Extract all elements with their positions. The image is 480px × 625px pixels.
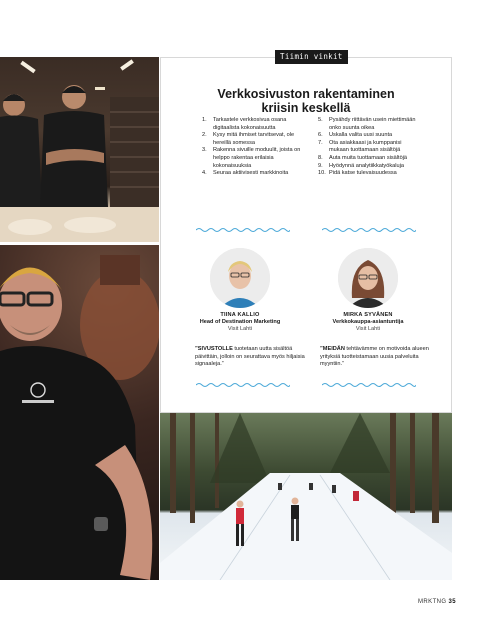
person-name: MIRKA SYVÄNEN	[343, 312, 393, 318]
quote-mirka: ”MEIDÄN tehtävämme on motivoida alueen yrityksiä tuotteistamaan uusia palveluita myyntiin.”	[320, 346, 429, 368]
tip-item: 9. Hyödynnä analytiikkatyökaluja	[318, 162, 404, 169]
section-tag: Tiimin vinkit	[275, 50, 348, 64]
magazine-name: MRKTNG	[418, 599, 447, 605]
tip-item: 7. Ota asiakkaasi ja kumppanisi mukaan tuottamaan sisältöjä	[318, 139, 402, 154]
wave-divider	[322, 382, 416, 388]
title-line-1: Verkkosivuston rakentaminen	[217, 87, 395, 101]
person-caption-tiina	[180, 312, 300, 333]
person-role: Head of Destination Marketing	[199, 319, 281, 325]
tip-item: 10. Pidä katse tulevaisuudessa	[318, 170, 397, 177]
tip-item: 2. Kysy mitä ihmiset tarvitsevat, ole hereillä somessa	[202, 132, 295, 146]
portrait-photo	[0, 245, 159, 580]
avatar-mirka	[338, 248, 398, 308]
tips-title	[160, 87, 452, 115]
person-name: TIINA KALLIO	[220, 312, 260, 318]
tip-item: 4. Seuraa aktiivisesti markkinoita	[202, 170, 289, 177]
bakers-photo	[0, 57, 159, 242]
page-folio	[396, 599, 456, 605]
skiing-photo	[160, 413, 452, 580]
title-line-2: kriisin keskellä	[261, 101, 351, 115]
quote-tiina: ”SIVUSTOLLE tuotetaan uutta sisältöä päivittäin, jolloin on seurattava myös hiljaisia signaaleja.”	[195, 346, 305, 368]
person-org: Visit Lahti	[355, 326, 381, 332]
page-number: 35	[448, 599, 456, 605]
wave-divider	[322, 227, 416, 233]
person-org: Visit Lahti	[227, 326, 253, 332]
avatar-tiina	[210, 248, 270, 308]
tip-item: 1. Tarkastele verkkosivua osana digitaalista kokonaisuutta	[202, 117, 287, 131]
tip-item: 5. Pysähdy riittävän usein miettimään onko suunta oikea	[318, 117, 416, 131]
tips-list-right	[318, 117, 422, 178]
wave-divider	[196, 382, 290, 388]
person-role: Verkkokauppa-asiantuntija	[332, 319, 404, 325]
tip-item: 6. Uskalla valita uusi suunta	[318, 132, 393, 139]
tip-item: 8. Auta muita tuottamaan sisältöjä	[318, 154, 408, 161]
tips-list-left	[202, 117, 306, 178]
wave-divider	[196, 227, 290, 233]
tip-item: 3. Rakenna sivuille moduulit, joista on helppo rakentaa erilaisia kokonaisuuksia	[202, 147, 301, 169]
person-caption-mirka	[308, 312, 428, 333]
